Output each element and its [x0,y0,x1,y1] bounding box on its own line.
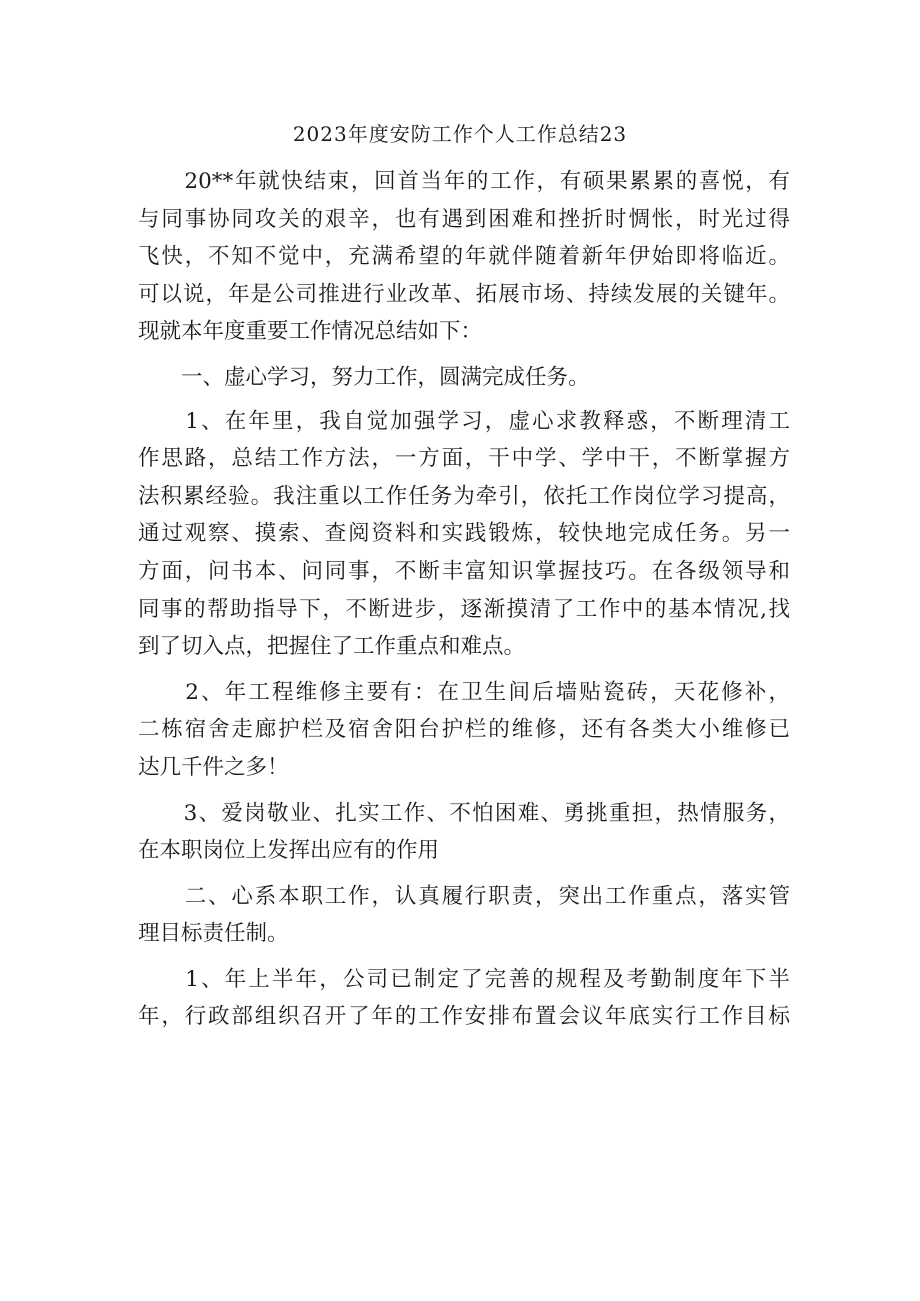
paragraph-gap [138,870,790,878]
body-line: 二栋宿舍走廊护栏及宿舍阳台护栏的维修，还有各类大小维修已 [138,717,790,743]
body-line: 法积累经验。我注重以工作任务为牵引，依托工作岗位学习提高， [138,483,790,509]
body-line: 与同事协同攻关的艰辛，也有遇到困难和挫折时惆怅，时光过得 [138,206,790,232]
body-line: 到了切入点，把握住了工作重点和难点。 [138,634,526,660]
body-line: 同事的帮助指导下，不断进步，逐渐摸清了工作中的基本情况,找 [138,596,790,622]
body-line: 一、虚心学习，努力工作，圆满完成任务。 [138,364,590,390]
paragraph-gap [138,787,790,795]
paragraph-gap [138,953,790,961]
paragraph-gap [138,666,790,674]
body-line: 年，行政部组织召开了年的工作安排布置会议年底实行工作目标 [138,1004,790,1030]
body-line: 可以说，年是公司推进行业改革、拓展市场、持续发展的关键年。 [138,281,790,307]
body-line: 飞快，不知不觉中，充满希望的年就伴随着新年伊始即将临近。 [138,244,790,270]
body-line: 二、心系本职工作，认真履行职责，突出工作重点，落实管 [138,883,790,909]
body-line: 3、爱岗敬业、扎实工作、不怕困难、勇挑重担，热情服务， [138,800,790,826]
paragraph-gap [138,351,790,359]
body-line: 1、年上半年，公司已制定了完善的规程及考勤制度年下半 [138,966,790,992]
body-line: 20**年就快结束，回首当年的工作，有硕果累累的喜悦，有 [138,169,790,194]
document-title: 2023年度安防工作个人工作总结23 [292,122,628,146]
body-line: 达几千件之多！ [138,754,289,780]
document-body [138,163,790,1036]
body-line: 通过观察、摸索、查阅资料和实践锻炼，较快地完成任务。另一 [138,521,790,547]
body-line: 方面，问书本、问同事，不断丰富知识掌握技巧。在各级领导和 [138,558,790,584]
body-line: 2、年工程维修主要有：在卫生间后墙贴瓷砖，天花修补， [138,679,790,705]
body-line: 现就本年度重要工作情况总结如下： [138,319,483,345]
body-line: 1、在年里，我自觉加强学习，虚心求教释惑，不断理清工 [138,408,790,434]
body-line: 作思路，总结工作方法，一方面，干中学、学中干，不断掌握方 [138,446,790,472]
body-line: 在本职岗位上发挥出应有的作用 [138,838,440,864]
body-line: 理目标责任制。 [138,921,289,947]
